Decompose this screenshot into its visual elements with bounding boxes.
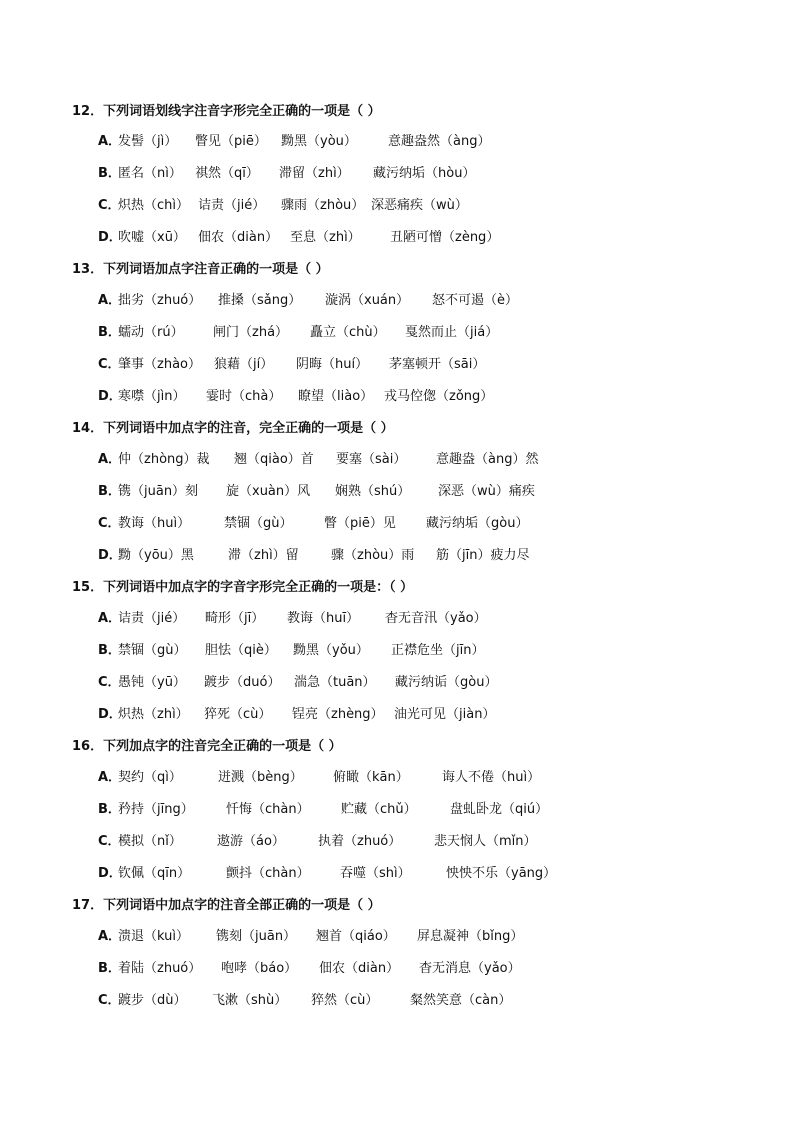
- option-16-a[interactable]: [98, 770, 758, 786]
- option-label: B．: [98, 961, 121, 976]
- option-item: 拙劣（zhuó）: [118, 293, 202, 308]
- option-12-b[interactable]: [98, 166, 758, 182]
- option-label: C．: [98, 357, 121, 372]
- option-item: 滞（zhì）留: [228, 548, 299, 563]
- option-item: 黝（yōu）黑: [118, 548, 194, 563]
- option-13-c[interactable]: [98, 357, 758, 373]
- option-item: 镌刻（juān）: [216, 929, 297, 944]
- question-number: 14．: [72, 421, 104, 436]
- option-label: C．: [98, 834, 121, 849]
- option-16-c[interactable]: [98, 834, 758, 850]
- option-item: 锃亮（zhèng）: [292, 707, 384, 722]
- option-label: B．: [98, 325, 121, 340]
- option-item: 娴熟（shú）: [335, 484, 411, 499]
- option-item: 佃农（diàn）: [319, 961, 400, 976]
- option-item: 发髻（jì）: [118, 134, 178, 149]
- option-item: 教诲（huī）: [287, 611, 360, 626]
- option-14-c[interactable]: [98, 516, 758, 532]
- option-item: 戎马倥偬（zǒng）: [384, 389, 494, 404]
- option-item: 禁锢（gù）: [224, 516, 293, 531]
- option-item: 飞漱（shù）: [212, 993, 288, 1008]
- option-item: 意趣盎（àng）然: [436, 452, 539, 467]
- option-item: 盘虬卧龙（qiú）: [450, 802, 549, 817]
- option-item: 粲然笑意（càn）: [410, 993, 512, 1008]
- option-item: 诲人不倦（huì）: [442, 770, 541, 785]
- question-number: 12．: [72, 104, 104, 119]
- option-item: 滞留（zhì）: [279, 166, 350, 181]
- option-label: C．: [98, 516, 121, 531]
- option-label: A．: [98, 929, 122, 944]
- option-item: 畸形（jī）: [205, 611, 265, 626]
- option-14-b[interactable]: [98, 484, 758, 500]
- option-item: 骤雨（zhòu）: [281, 198, 365, 213]
- option-item: 遨游（áo）: [217, 834, 285, 849]
- option-15-b[interactable]: [98, 643, 758, 659]
- option-item: 着陆（zhuó）: [118, 961, 202, 976]
- option-item: 踱步（duó）: [204, 675, 281, 690]
- option-label: B．: [98, 484, 121, 499]
- option-item: 翘（qiào）首: [234, 452, 314, 467]
- option-label: B．: [98, 802, 121, 817]
- option-item: 推搡（sǎng）: [218, 293, 302, 308]
- option-item: 杳无音汛（yǎo）: [385, 611, 487, 626]
- option-item: 瞥见（piē）: [195, 134, 267, 149]
- option-17-b[interactable]: [98, 961, 758, 977]
- option-item: 怏怏不乐（yāng）: [446, 866, 557, 881]
- option-item: 黝黑（yòu）: [281, 134, 357, 149]
- option-item: 意趣盎然（àng）: [388, 134, 491, 149]
- question-text: 下列词语中加点字的注音全部正确的一项是（ ）: [103, 898, 381, 913]
- option-item: 霎时（chà）: [206, 389, 282, 404]
- option-item: 藏污纳垢（gòu）: [426, 516, 529, 531]
- option-item: 溃退（kuì）: [118, 929, 189, 944]
- option-item: 炽热（chì）: [118, 198, 189, 213]
- option-item: 黝黑（yǒu）: [293, 643, 369, 658]
- question-number: 15．: [72, 580, 104, 595]
- option-label: D．: [98, 548, 122, 563]
- option-12-a[interactable]: [98, 134, 758, 150]
- option-item: 吹嘘（xū）: [118, 230, 186, 245]
- question-number: 13．: [72, 262, 104, 277]
- question-text: 下列词语划线字注音字形完全正确的一项是（ ）: [103, 104, 381, 119]
- option-label: D．: [98, 230, 122, 245]
- option-item: 翘首（qiáo）: [316, 929, 396, 944]
- option-item: 诘责（jié）: [198, 198, 266, 213]
- option-16-b[interactable]: [98, 802, 758, 818]
- option-label: C．: [98, 198, 121, 213]
- option-item: 贮藏（chǔ）: [341, 802, 417, 817]
- option-item: 诘责（jié）: [118, 611, 186, 626]
- option-item: 阴晦（huí）: [296, 357, 369, 372]
- option-item: 湍急（tuān）: [294, 675, 376, 690]
- option-item: 颤抖（chàn）: [226, 866, 310, 881]
- option-17-a[interactable]: [98, 929, 758, 945]
- option-item: 深恶痛疾（wù）: [371, 198, 468, 213]
- option-label: A．: [98, 134, 122, 149]
- option-item: 悲天悯人（mǐn）: [434, 834, 537, 849]
- question-13-stem: [72, 262, 329, 278]
- option-item: 镌（juān）刻: [118, 484, 199, 499]
- option-15-a[interactable]: [98, 611, 758, 627]
- option-item: 炽热（zhì）: [118, 707, 189, 722]
- question-text: 下列加点字的注音完全正确的一项是（ ）: [103, 739, 342, 754]
- option-item: 矜持（jīng）: [118, 802, 194, 817]
- option-item: 茅塞顿开（sāi）: [389, 357, 486, 372]
- option-14-d[interactable]: [98, 548, 758, 564]
- option-item: 怒不可遏（è）: [432, 293, 518, 308]
- option-item: 猝死（cù）: [204, 707, 272, 722]
- option-13-a[interactable]: [98, 293, 758, 309]
- option-item: 禁锢（gù）: [118, 643, 187, 658]
- option-label: B．: [98, 166, 121, 181]
- option-item: 漩涡（xuán）: [325, 293, 410, 308]
- option-item: 俯瞰（kān）: [333, 770, 409, 785]
- option-item: 契约（qì）: [118, 770, 182, 785]
- option-16-d[interactable]: [98, 866, 758, 882]
- option-item: 瞥（piē）见: [324, 516, 396, 531]
- option-12-d[interactable]: [98, 230, 758, 246]
- option-item: 模拟（nǐ）: [118, 834, 182, 849]
- option-label: D．: [98, 389, 122, 404]
- option-item: 钦佩（qīn）: [118, 866, 191, 881]
- option-item: 执着（zhuó）: [318, 834, 402, 849]
- option-item: 蠕动（rú）: [118, 325, 184, 340]
- question-number: 16．: [72, 739, 104, 754]
- question-16-stem: [72, 739, 342, 755]
- question-number: 17．: [72, 898, 104, 913]
- option-item: 深恶（wù）痛疾: [438, 484, 535, 499]
- option-label: A．: [98, 293, 122, 308]
- option-label: C．: [98, 993, 121, 1008]
- question-text: 下列词语中加点字的字音字形完全正确的一项是：（ ）: [103, 580, 414, 595]
- option-item: 祺然（qī）: [195, 166, 259, 181]
- option-item: 戛然而止（jiá）: [405, 325, 499, 340]
- option-item: 筋（jīn）疲力尽: [436, 548, 530, 563]
- option-13-d[interactable]: [98, 389, 758, 405]
- option-item: 骤（zhòu）雨: [331, 548, 415, 563]
- question-15-stem: [72, 580, 413, 596]
- option-label: A．: [98, 611, 122, 626]
- option-17-c[interactable]: [98, 993, 758, 1009]
- option-label: D．: [98, 866, 122, 881]
- option-item: 踱步（dù）: [118, 993, 187, 1008]
- question-text: 下列词语中加点字的注音，完全正确的一项是（ ）: [103, 421, 394, 436]
- question-12-stem: [72, 104, 381, 120]
- option-item: 教诲（huì）: [118, 516, 191, 531]
- option-item: 猝然（cù）: [311, 993, 379, 1008]
- option-item: 忏悔（chàn）: [226, 802, 310, 817]
- option-label: A．: [98, 770, 122, 785]
- option-item: 闸门（zhá）: [213, 325, 289, 340]
- option-item: 吞噬（shì）: [340, 866, 411, 881]
- option-item: 至息（zhì）: [290, 230, 361, 245]
- option-item: 屏息凝神（bǐng）: [417, 929, 524, 944]
- option-item: 正襟危坐（jīn）: [391, 643, 485, 658]
- option-item: 狼藉（jí）: [214, 357, 274, 372]
- option-12-c[interactable]: [98, 198, 758, 214]
- option-item: 匿名（nì）: [118, 166, 182, 181]
- question-text: 下列词语加点字注音正确的一项是（ ）: [103, 262, 329, 277]
- option-item: 藏污纳垢（hòu）: [373, 166, 476, 181]
- option-item: 杳无消息（yǎo）: [419, 961, 521, 976]
- option-item: 旋（xuàn）风: [226, 484, 311, 499]
- option-label: B．: [98, 643, 121, 658]
- option-item: 丑陋可憎（zèng）: [390, 230, 500, 245]
- option-label: D．: [98, 707, 122, 722]
- option-13-b[interactable]: [98, 325, 758, 341]
- option-label: A．: [98, 452, 122, 467]
- option-label: C．: [98, 675, 121, 690]
- option-item: 仲（zhòng）裁: [118, 452, 210, 467]
- option-item: 胆怯（qiè）: [205, 643, 277, 658]
- option-item: 迸溅（bèng）: [218, 770, 303, 785]
- option-item: 寒噤（jìn）: [118, 389, 186, 404]
- option-item: 要塞（sài）: [336, 452, 407, 467]
- option-15-c[interactable]: [98, 675, 758, 691]
- question-17-stem: [72, 898, 381, 914]
- option-item: 藏污纳诟（gòu）: [395, 675, 498, 690]
- option-item: 佃农（diàn）: [198, 230, 279, 245]
- option-15-d[interactable]: [98, 707, 758, 723]
- question-14-stem: [72, 421, 394, 437]
- option-item: 油光可见（jiàn）: [394, 707, 496, 722]
- option-item: 肇事（zhào）: [118, 357, 201, 372]
- option-item: 矗立（chù）: [310, 325, 386, 340]
- option-item: 瞭望（liào）: [298, 389, 374, 404]
- option-item: 愚钝（yū）: [118, 675, 186, 690]
- option-item: 咆哮（báo）: [221, 961, 298, 976]
- option-14-a[interactable]: [98, 452, 758, 468]
